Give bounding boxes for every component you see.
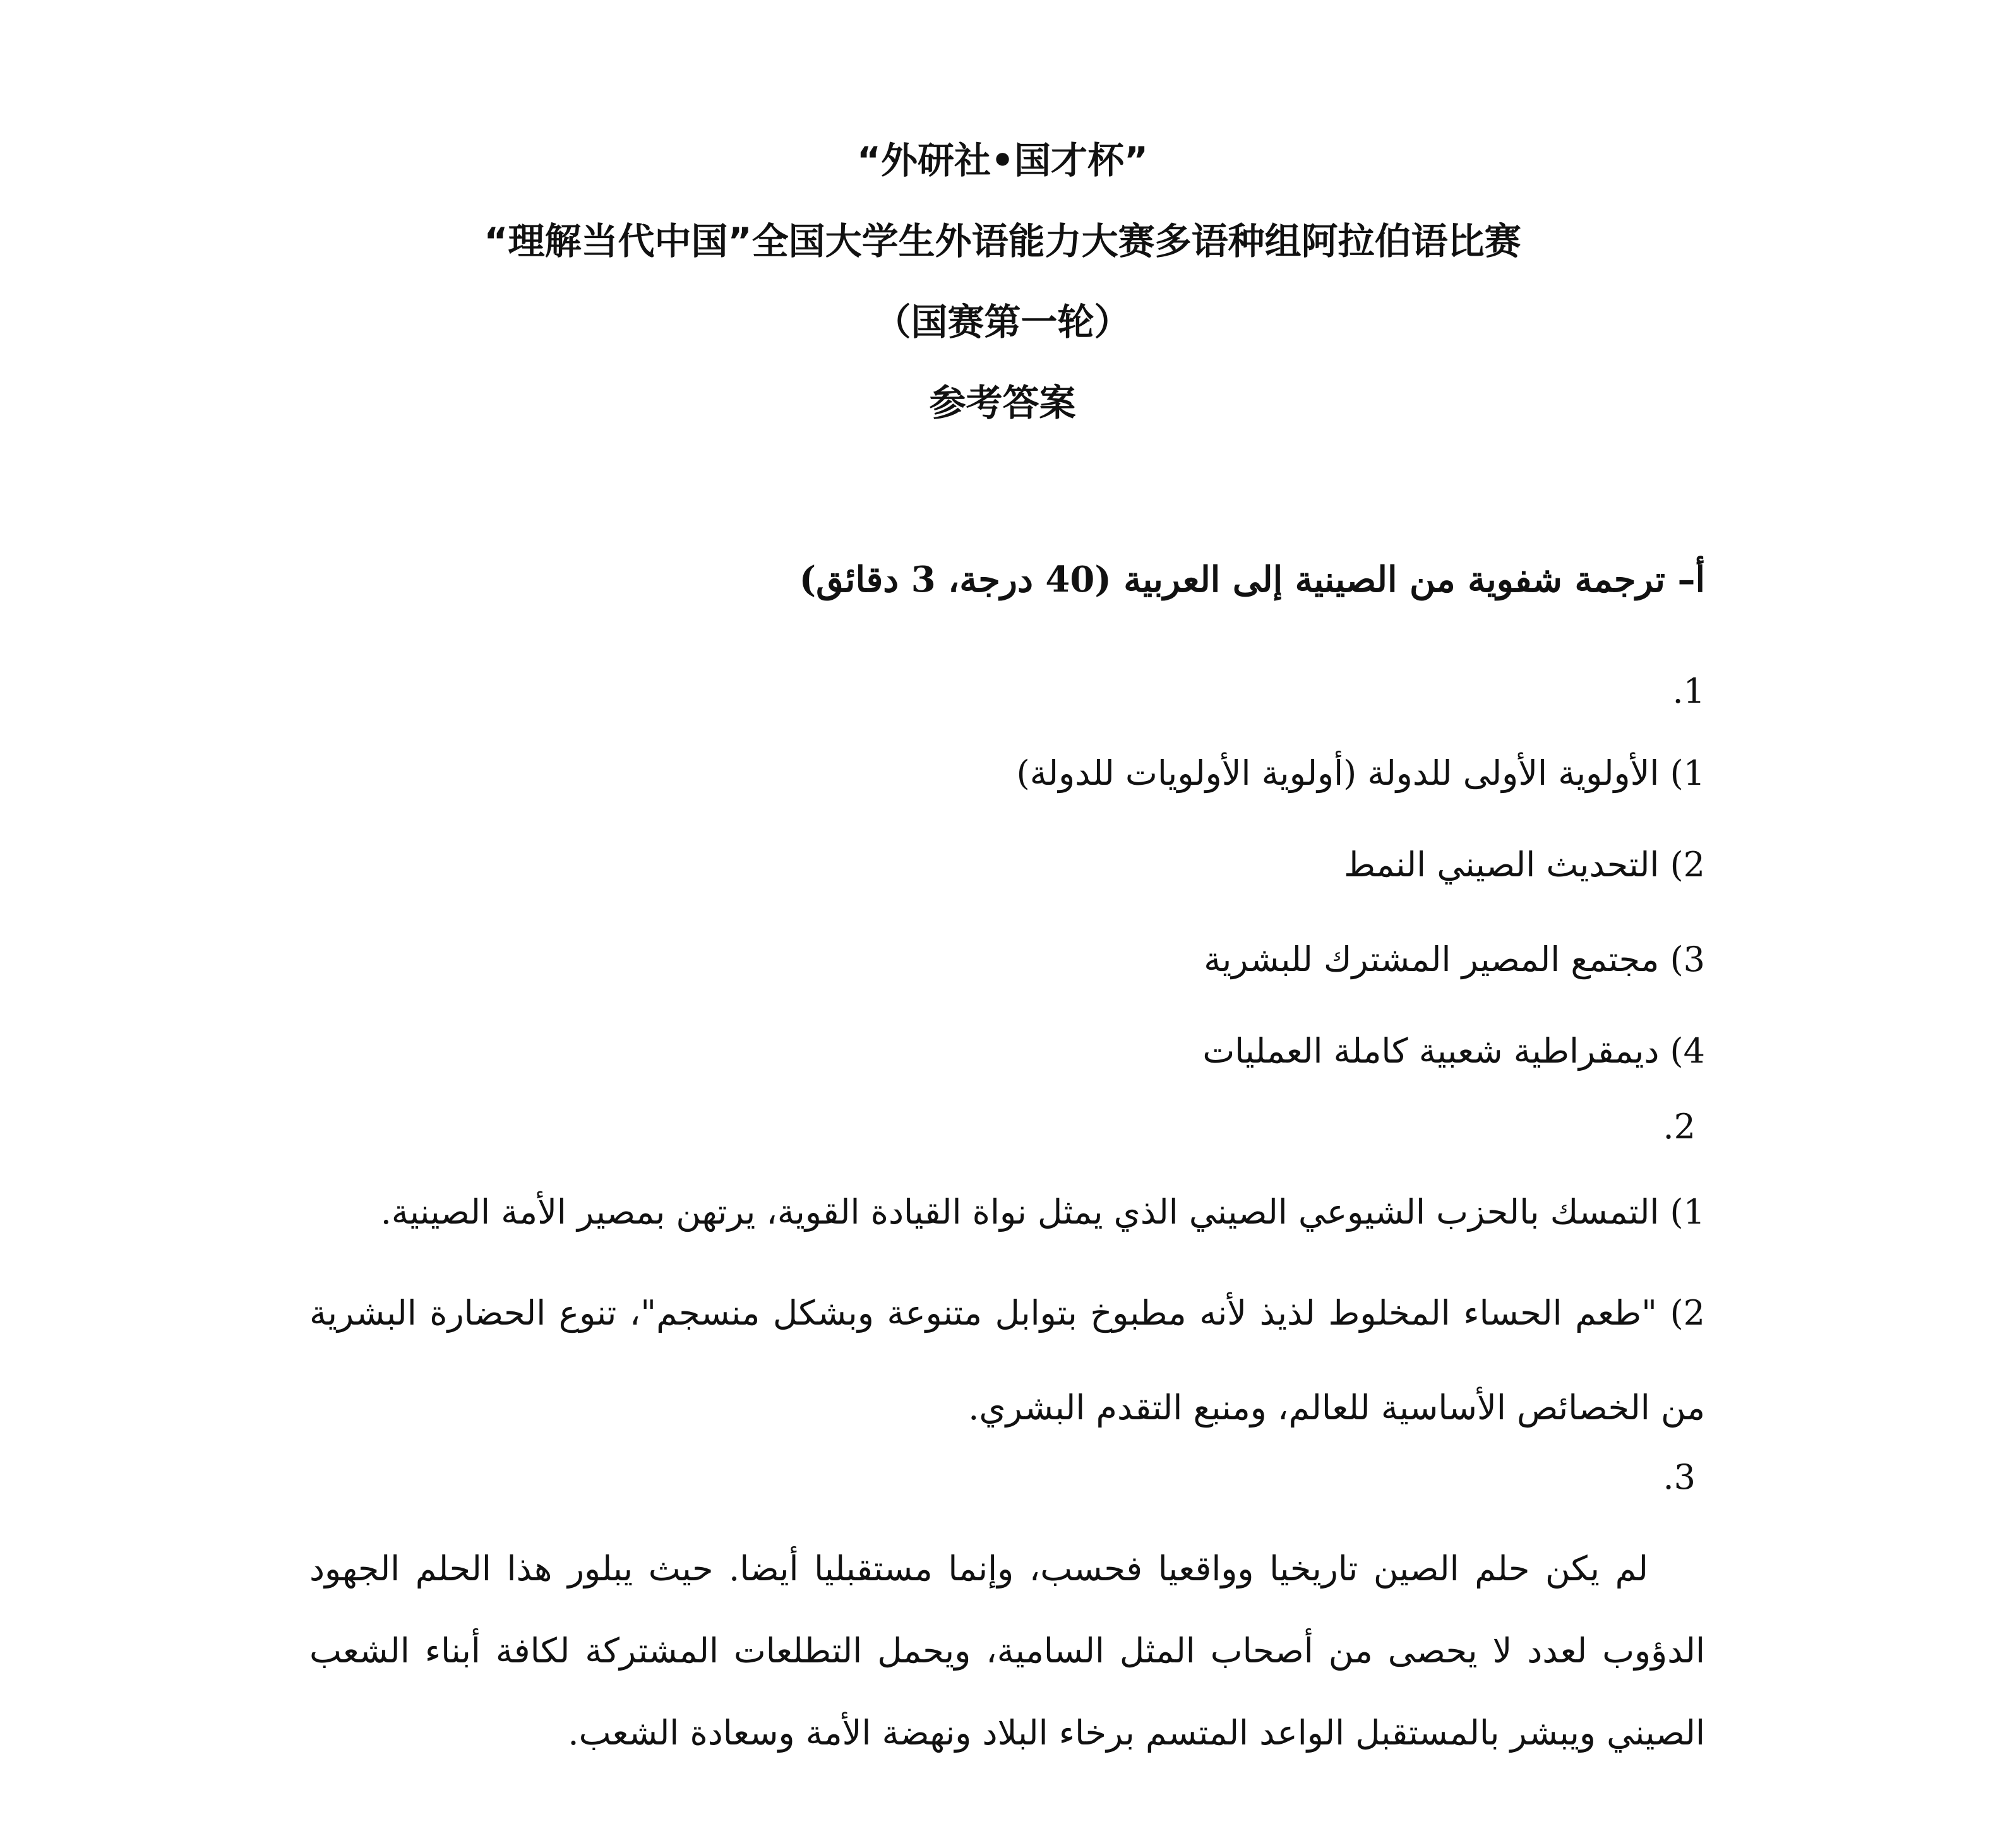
q2-item-1: 1) التمسك بالحزب الشيوعي الصيني الذي يمثل نواة القيادة القوية، يرتهن بمصير الأمة الصينية.	[380, 1192, 1705, 1232]
q1-item-2: 2) التحديث الصيني النمط	[1343, 845, 1705, 885]
competition-title: “外研社•国才杯”	[856, 139, 1149, 182]
answer-key-title: 参考答案	[929, 381, 1076, 424]
q2-item-2: 2) "طعم الحساء المخلوط لذيذ لأنه مطبوخ بتوابل متنوعة وبشكل منسجم"، تنوع الحضارة البشرية من الخصائص الأساسية للعالم، ومنبع التقدم البشري.	[309, 1293, 1705, 1428]
q1-item-3: 3) مجتمع المصير المشترك للبشرية	[1204, 939, 1705, 979]
q1-item-1: 1) الأولوية الأولى للدولة (أولوية الأولويات للدولة)	[1016, 753, 1705, 793]
contest-name: “理解当代中国”全国大学生外语能力大赛多语种组阿拉伯语比赛	[484, 220, 1521, 263]
question-number-3: .3	[1663, 1457, 1696, 1497]
q3-paragraph: لم يكن حلم الصين تاريخيا وواقعيا فحسب، وإنما مستقبليا أيضا. حيث يبلور هذا الحلم الجهود الدؤوب لعدد لا يحصى من أصحاب المثل السامية، ويحمل التطلعات المشتركة لكافة أبناء الشعب الصيني ويبشر بالمستقبل الواعد المتسم برخاء البلاد ونهضة الأمة وسعادة الشعب.	[309, 1549, 1705, 1753]
title-block	[0, 120, 2005, 443]
question-number-1: .1	[1672, 671, 1705, 711]
question-number-2: .2	[1663, 1107, 1696, 1147]
round-label: （国赛第一轮）	[874, 301, 1131, 343]
section-heading: أ– ترجمة شفوية من الصينية إلى العربية (40 درجة، 3 دقائق)	[799, 559, 1705, 600]
q1-item-4: 4) ديمقراطية شعبية كاملة العمليات	[1202, 1031, 1705, 1071]
